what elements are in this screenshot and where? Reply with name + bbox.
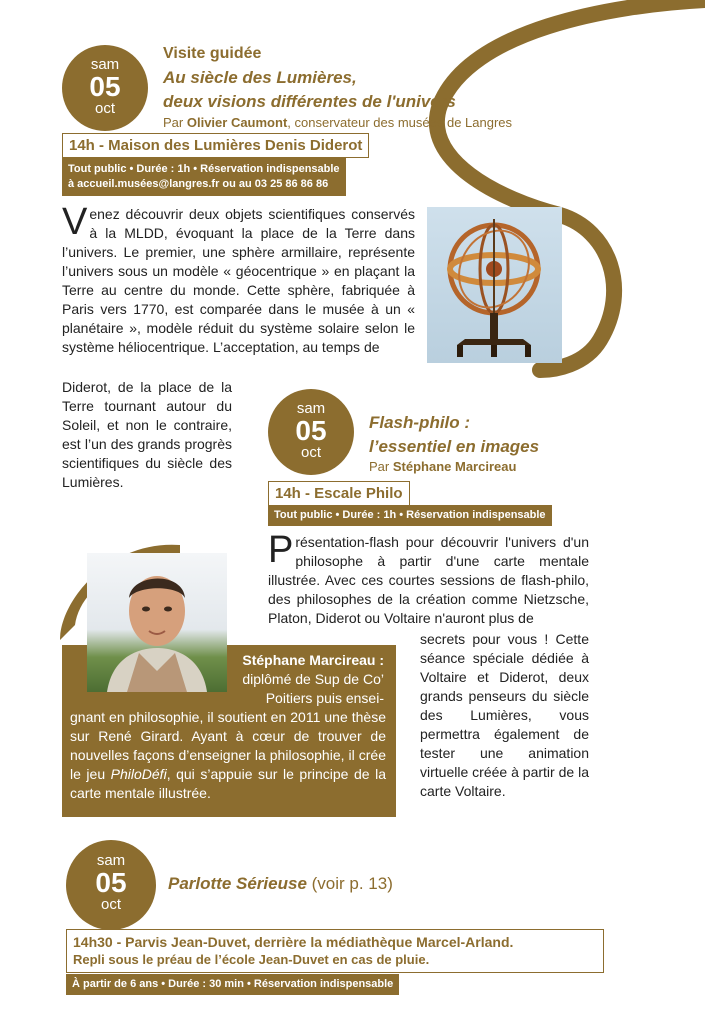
event1-title-line2: deux visions différentes de l'univers xyxy=(163,92,456,111)
date-day-name: sam xyxy=(296,400,326,417)
speaker-name: Olivier Caumont xyxy=(186,115,288,130)
bio-text-2: , qui s’appuie sur le principe de la carte mentale illustrée. xyxy=(70,766,387,801)
date-day: 05 xyxy=(295,415,327,446)
event2-body-narrow: secrets pour vous ! Cette séance spéciale dédiée à Voltaire et Diderot, deux grands penseurs du siècle des Lumières, vous permettra également de tester une animation virtuelle créée à partir de la carte Voltaire. xyxy=(420,631,589,799)
event2-title-line2: l’essentiel en images xyxy=(369,437,540,456)
dropcap: P xyxy=(268,529,294,571)
date-day: 05 xyxy=(89,71,121,102)
date-day: 05 xyxy=(95,867,127,898)
event1-info-band xyxy=(62,158,346,196)
event2-title-line1: Flash-philo : xyxy=(369,413,471,432)
bio-name: Stéphane Marcireau : xyxy=(242,652,384,668)
bio-text-1: gnant en philosophie, il soutient en 2011 une thèse sur René Girard. Ayant à cœur de trouver de nouvelles façons d’enseigner la philosophie, il crée le jeu xyxy=(70,709,386,782)
event1-title-line1: Au siècle des Lumières, xyxy=(163,68,357,87)
event3-title-line xyxy=(168,874,393,894)
event3-venue-line2: Repli sous le préau de l’école Jean-Duvet en cas de pluie. xyxy=(73,952,430,967)
by-prefix: Par xyxy=(369,459,390,474)
bio-full-text xyxy=(70,708,386,803)
event1-venue: 14h - Maison des Lumières Denis Diderot xyxy=(62,133,369,158)
event3-title-ref: (voir p. 13) xyxy=(306,874,393,893)
event1-body-top xyxy=(62,201,415,357)
event1-date-badge xyxy=(62,45,148,131)
event2-info-band: Tout public • Durée : 1h • Réservation indispensable xyxy=(268,505,552,526)
date-month: oct xyxy=(94,100,115,117)
bio-game-title: PhiloDéfi xyxy=(110,766,167,782)
event3-venue-line1: 14h30 - Parvis Jean-Duvet, derrière la médiathèque Marcel-Arland. xyxy=(73,934,514,950)
event2-date-badge xyxy=(268,389,354,475)
event3-title: Parlotte Sérieuse xyxy=(168,874,307,893)
by-prefix: Par xyxy=(163,115,184,130)
event1-info-line2: à accueil.musées@langres.fr ou au 03 25 86 86 86 xyxy=(68,178,329,190)
event2-venue: 14h - Escale Philo xyxy=(268,481,410,506)
event3-venue xyxy=(66,929,604,973)
armillary-sphere-photo xyxy=(427,207,562,363)
event3-date-badge xyxy=(66,840,156,930)
event1-text-top: enez découvrir deux objets scientifiques conservés à la MLDD, évoquant la place de la Terre dans l’univers. Le premier, une sphère armillaire, représente l’univers sous un modèle « géocentrique » en plaçant la Terre au centre du monde. Cette sphère, fabriquée à Paris vers 1770, est comparée dans le musée à un « planétaire », modèle réduit du système solaire selon le système héliocentrique. L’acceptation, au temps de xyxy=(62,206,415,355)
event1-info-line1: Tout public • Durée : 1h • Réservation indispensable xyxy=(68,163,340,175)
dropcap: V xyxy=(62,201,88,243)
date-day-name: sam xyxy=(90,56,120,73)
date-day-name: sam xyxy=(96,852,126,869)
event1-type: Visite guidée xyxy=(163,45,262,62)
bio-side-text xyxy=(232,651,384,708)
event1-body-bottom: Diderot, de la place de la Terre tournant autour du Soleil, et non le contraire, est l’un des grands progrès scientifiques du siècle des Lumières. xyxy=(62,379,232,490)
event2-body-wide xyxy=(268,529,589,628)
event2-byline xyxy=(369,459,516,474)
date-month: oct xyxy=(100,896,121,913)
date-month: oct xyxy=(300,444,321,461)
speaker-portrait-photo xyxy=(87,553,227,692)
event3-info-band: À partir de 6 ans • Durée : 30 min • Réservation indispensable xyxy=(66,974,399,995)
speaker-name: Stéphane Marcireau xyxy=(392,459,517,474)
bio-text-side: diplômé de Sup de Co’ Poitiers puis ensei- xyxy=(242,671,384,706)
speaker-role: , conservateur des musées de Langres xyxy=(287,115,513,130)
event1-byline xyxy=(163,115,512,130)
event2-text-wide: résentation-flash pour découvrir l'univers d'un philosophe à partir d'une carte mentale illustrée. Avec ces courtes sessions de flash-philo, des philosophes de la création comme Nietzsche, Platon, Diderot ou Voltaire n'auront plus de xyxy=(268,534,589,626)
